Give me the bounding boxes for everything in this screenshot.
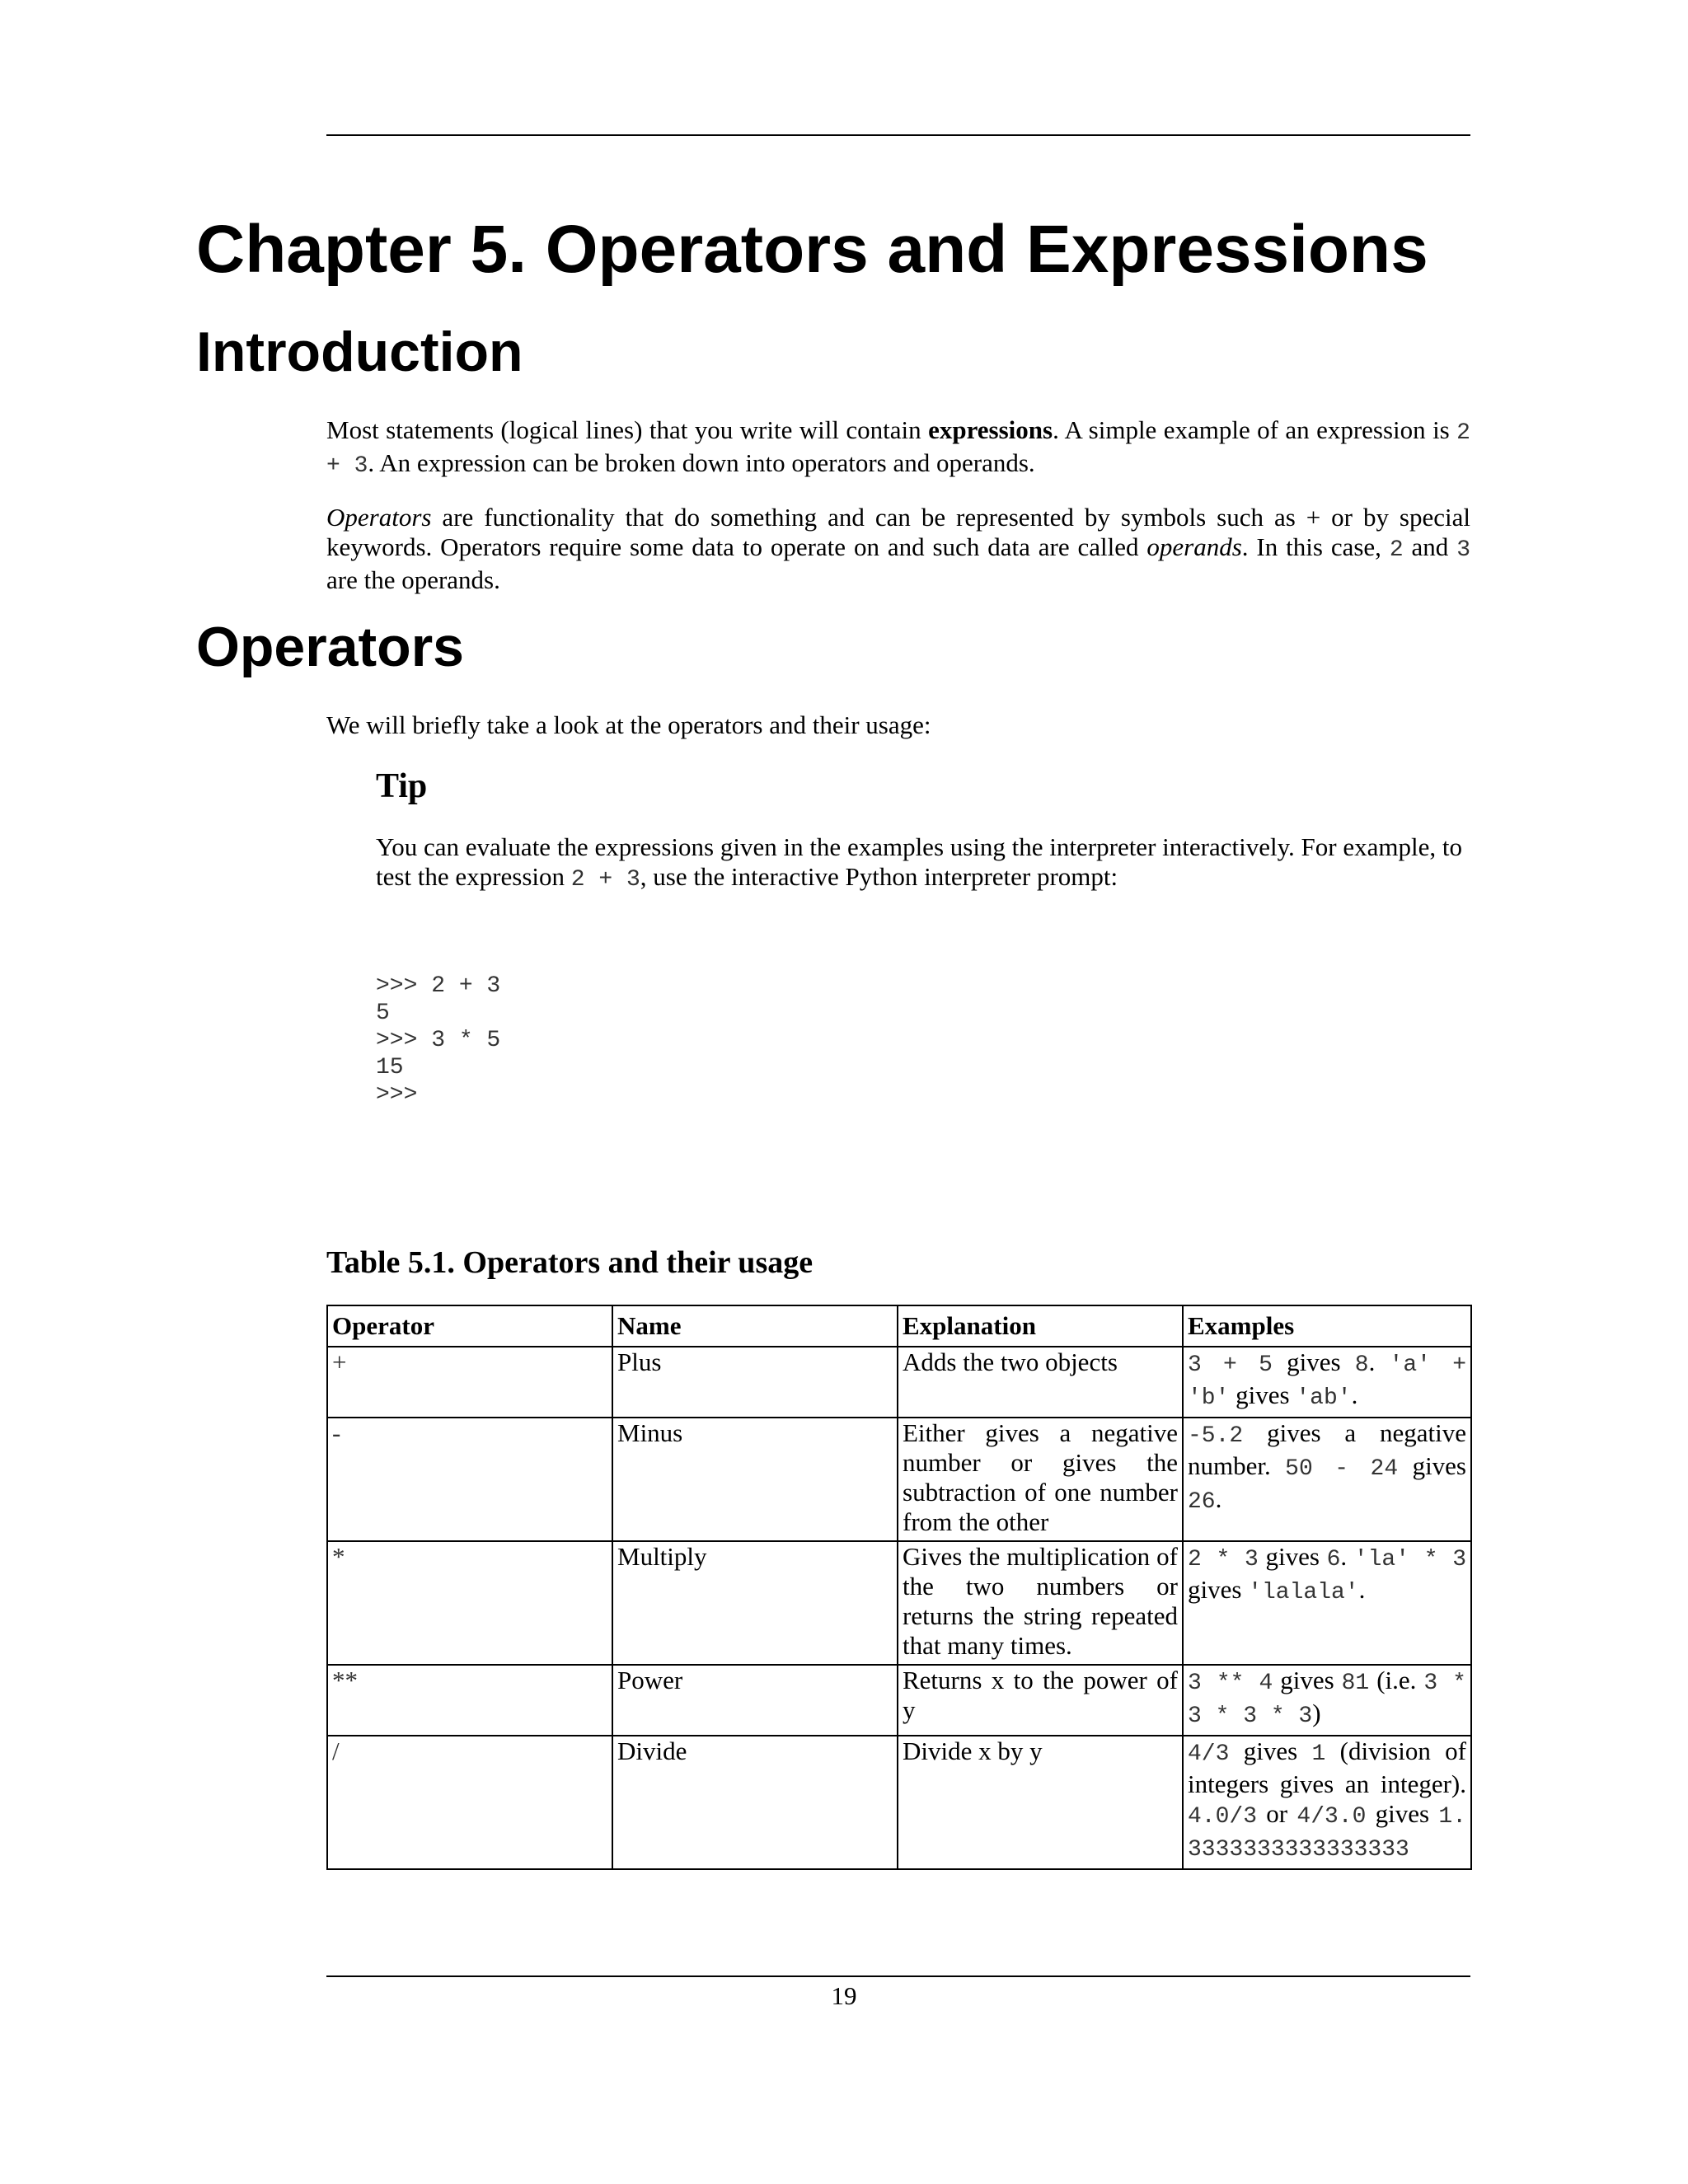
examples-cell	[1183, 1541, 1471, 1665]
text: . A simple example of an expression is	[1053, 415, 1457, 444]
table-row	[327, 1736, 1471, 1869]
table-row	[327, 1347, 1471, 1418]
text: gives a negative number.	[1188, 1418, 1466, 1480]
table-row	[327, 1418, 1471, 1541]
operator-cell: *	[327, 1541, 612, 1665]
text: .	[1368, 1347, 1390, 1376]
text: You can evaluate the expressions given in the examples using the interpreter interactively. For example, to test the expression	[376, 832, 1462, 891]
table-row	[327, 1665, 1471, 1736]
text: gives	[1398, 1451, 1466, 1480]
text: .	[1358, 1575, 1366, 1604]
inline-code: 1	[1311, 1741, 1326, 1767]
text: . In this case,	[1241, 532, 1390, 561]
name-cell: Divide	[612, 1736, 898, 1869]
inline-code: 50 - 24	[1285, 1456, 1399, 1482]
text: (division of integers gives an integer).	[1188, 1736, 1466, 1798]
inline-code: 26	[1188, 1489, 1216, 1515]
inline-code: -5.2	[1188, 1423, 1244, 1449]
name-cell: Multiply	[612, 1541, 898, 1665]
table-row	[327, 1541, 1471, 1665]
text: gives	[1229, 1380, 1296, 1409]
chapter-title: Chapter 5. Operators and Expressions	[196, 212, 1428, 287]
inline-code: 4/3.0	[1296, 1804, 1367, 1830]
italic-term-operators: Operators	[326, 503, 432, 532]
inline-code: 2 * 3	[1188, 1547, 1259, 1572]
text: .	[1351, 1380, 1358, 1409]
table-header-row	[327, 1305, 1471, 1347]
inline-code: 3	[1456, 537, 1471, 563]
examples-cell	[1183, 1347, 1471, 1418]
inline-code: 2 + 3	[326, 420, 1470, 479]
name-cell: Minus	[612, 1418, 898, 1541]
operator-cell: -	[327, 1418, 612, 1541]
operator-cell: **	[327, 1665, 612, 1736]
inline-code: 'a' + 'b'	[1188, 1352, 1466, 1411]
inline-code: 2	[1389, 537, 1404, 563]
inline-code: 4/3	[1188, 1741, 1230, 1767]
text: (i.e.	[1369, 1666, 1424, 1694]
name-cell: Plus	[612, 1347, 898, 1418]
code-block: >>> 2 + 3 5 >>> 3 * 5 15 >>>	[376, 973, 501, 1108]
operator-cell: /	[327, 1736, 612, 1869]
column-header-explanation: Explanation	[898, 1305, 1183, 1347]
text: and	[1403, 532, 1457, 561]
explanation-cell: Gives the multiplication of the two numbers or returns the string repeated that many times.	[898, 1541, 1183, 1665]
inline-code: 4.0/3	[1188, 1804, 1258, 1830]
explanation-cell: Either gives a negative number or gives the subtraction of one number from the other	[898, 1418, 1183, 1541]
text: are the operands.	[326, 565, 500, 594]
text: gives	[1229, 1736, 1312, 1765]
inline-code: 'ab'	[1296, 1385, 1352, 1411]
text: , use the interactive Python interpreter prompt:	[640, 862, 1118, 891]
text: gives	[1273, 1666, 1342, 1694]
tip-paragraph	[376, 832, 1470, 895]
explanation-cell: Returns x to the power of y	[898, 1665, 1183, 1736]
inline-code: 'lalala'	[1248, 1580, 1359, 1605]
inline-code: 6	[1326, 1547, 1341, 1572]
text: . An expression can be broken down into operators and operands.	[368, 448, 1035, 477]
text: .	[1215, 1484, 1222, 1513]
text: .	[1340, 1542, 1354, 1571]
section-heading-operators: Operators	[196, 616, 464, 678]
examples-cell	[1183, 1665, 1471, 1736]
column-header-name: Name	[612, 1305, 898, 1347]
inline-code: 2 + 3	[570, 867, 640, 893]
examples-cell	[1183, 1418, 1471, 1541]
text: Most statements (logical lines) that you write will contain	[326, 415, 929, 444]
italic-term-operands: operands	[1146, 532, 1242, 561]
intro-paragraph-2	[326, 503, 1470, 595]
operators-intro-paragraph: We will briefly take a look at the operators and their usage:	[326, 710, 931, 739]
operators-table	[326, 1305, 1472, 1870]
intro-paragraph-1	[326, 415, 1470, 481]
inline-code: 3 * 3 * 3 * 3	[1188, 1671, 1466, 1729]
inline-code: 8	[1354, 1352, 1369, 1378]
explanation-cell: Divide x by y	[898, 1736, 1183, 1869]
header-rule	[326, 134, 1470, 136]
inline-code: 3 ** 4	[1188, 1671, 1273, 1696]
text: )	[1312, 1699, 1321, 1727]
bold-term-expressions: expressions	[928, 415, 1053, 444]
explanation-cell: Adds the two objects	[898, 1347, 1183, 1418]
text: or	[1257, 1799, 1297, 1828]
name-cell: Power	[612, 1665, 898, 1736]
inline-code: 81	[1341, 1671, 1370, 1696]
tip-title: Tip	[376, 767, 428, 805]
examples-cell	[1183, 1736, 1471, 1869]
column-header-examples: Examples	[1183, 1305, 1471, 1347]
text: gives	[1258, 1542, 1327, 1571]
text: gives	[1188, 1575, 1249, 1604]
column-header-operator: Operator	[327, 1305, 612, 1347]
footer-rule	[326, 1975, 1470, 1977]
text: gives	[1272, 1347, 1355, 1376]
page-number: 19	[831, 1981, 857, 2010]
text: are functionality that do something and can be represented by symbols such as + or by special keywords. Operators require some data to operate on and such data are called	[326, 503, 1470, 561]
inline-code: 'la' * 3	[1353, 1547, 1467, 1572]
section-heading-introduction: Introduction	[196, 321, 523, 383]
table-title: Table 5.1. Operators and their usage	[326, 1245, 814, 1280]
inline-code: 1.3333333333333333	[1188, 1804, 1466, 1863]
text: gives	[1366, 1799, 1439, 1828]
inline-code: 3 + 5	[1188, 1352, 1273, 1378]
operator-cell: +	[327, 1347, 612, 1418]
